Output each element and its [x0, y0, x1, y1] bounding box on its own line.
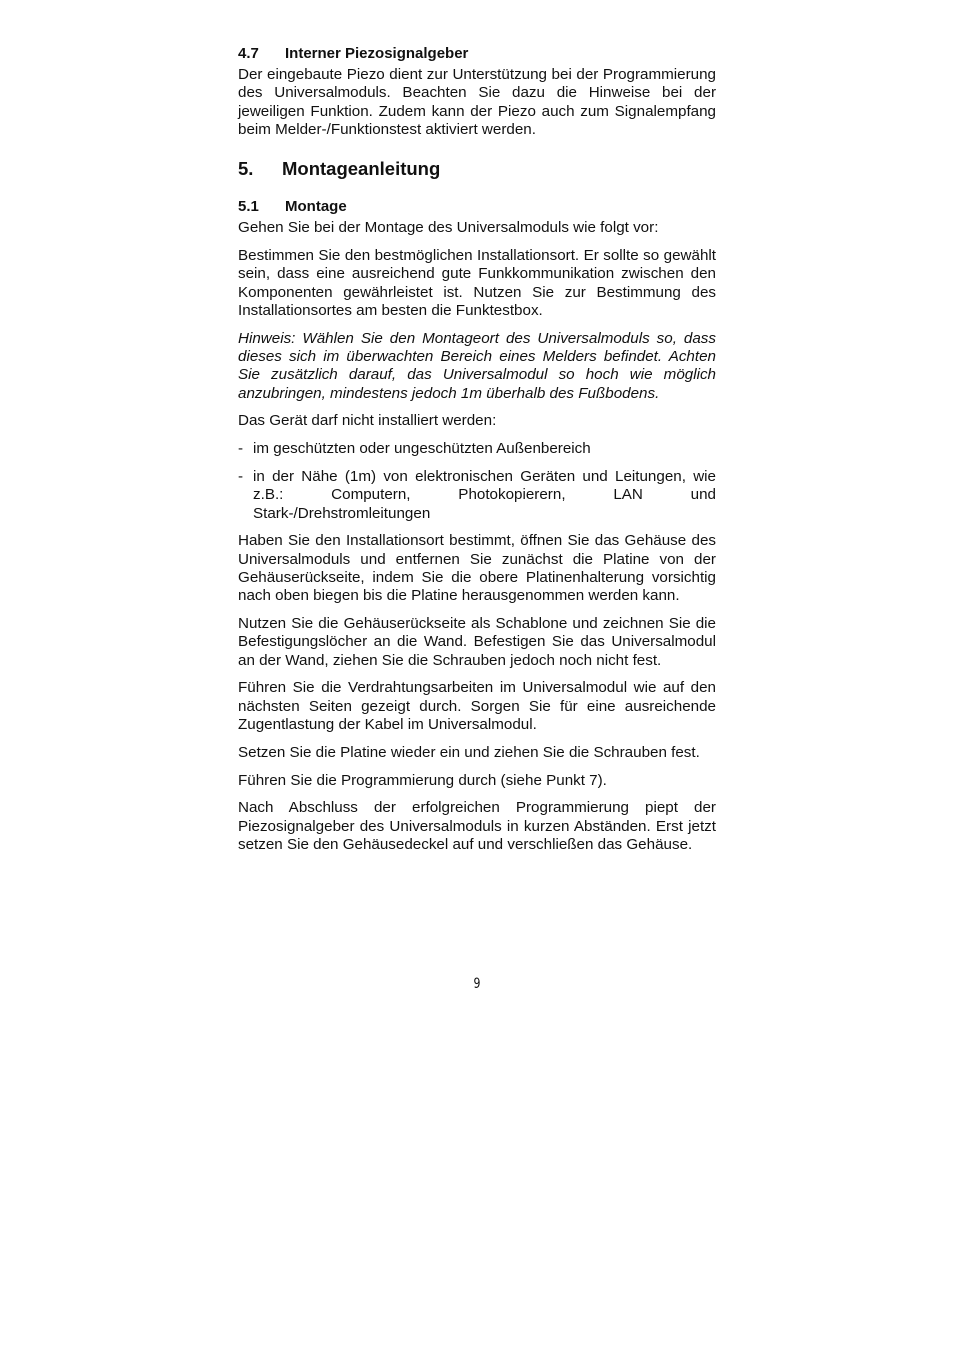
intro-paragraph: Gehen Sie bei der Montage des Universalmoduls wie folgt vor:	[238, 219, 659, 237]
list-item-text: im geschützten oder ungeschützten Außenbereich	[253, 440, 591, 458]
section-4-7-body: Der eingebaute Piezo dient zur Unterstützung bei der Programmierung des Universalmoduls. Beachten Sie dazu die Hinweise bei der jeweiligen Funktion. Zudem kann der Piezo auch zum Signalempfang beim Melder-/Funktionstest aktiviert werden.	[238, 66, 716, 138]
section-number: 5.	[238, 158, 254, 180]
programming-paragraph: Führen Sie die Programmierung durch (siehe Punkt 7).	[238, 771, 607, 789]
location-paragraph: Bestimmen Sie den bestmöglichen Installationsort. Er sollte so gewählt sein, dass eine ausreichend gute Funkkommunikation zwischen den Komponenten gewährleistet ist. Nutzen Sie zur Bestimmung des Installationsortes am besten die Funktestbox.	[238, 246, 716, 319]
section-5-heading	[238, 157, 716, 181]
section-number: 5.1	[238, 198, 259, 216]
section-title: Interner Piezosignalgeber	[285, 45, 469, 62]
section-5-1-heading	[238, 197, 716, 217]
close-housing-paragraph: Nach Abschluss der erfolgreichen Programmierung piept der Piezosignalgeber des Universalmoduls in kurzen Abständen. Erst jetzt setzen Sie den Gehäusedeckel auf und verschließen das Gehäuse.	[238, 799, 716, 853]
list-item-text: in der Nähe (1m) von elektronischen Geräten und Leitungen, wie z.B.: Computern, Photokopierern, LAN und Stark-/Drehstromleitungen	[253, 467, 716, 522]
section-4-7-heading	[238, 44, 716, 64]
template-paragraph: Nutzen Sie die Gehäuserückseite als Schablone und zeichnen Sie die Befestigungslöcher an die Wand. Befestigen Sie das Universalmodul an der Wand, ziehen Sie die Schrauben jedoch noch nicht fest.	[238, 615, 716, 669]
bullet-dash: -	[238, 467, 244, 485]
section-number: 4.7	[238, 45, 259, 62]
bullet-dash: -	[238, 440, 244, 458]
board-paragraph: Setzen Sie die Platine wieder ein und ziehen Sie die Schrauben fest.	[238, 743, 700, 761]
note-paragraph: Hinweis: Wählen Sie den Montageort des Universalmoduls so, dass dieses sich im überwachten Bereich eines Melders befindet. Achten Sie zusätzlich darauf, das Universalmodul so hoch wie möglich anzubringen, mindestens jedoch 1m überhalb des Fußbodens.	[238, 329, 716, 402]
document-page	[238, 44, 716, 854]
not-install-intro: Das Gerät darf nicht installiert werden:	[238, 412, 497, 430]
section-title: Montageanleitung	[282, 158, 441, 180]
open-housing-paragraph: Haben Sie den Installationsort bestimmt, öffnen Sie das Gehäuse des Universalmoduls und entfernen Sie zunächst die Platine von der Gehäuserückseite, indem Sie die obere Platinenhalterung vorsichtig nach oben biegen bis die Platine herausgenommen werden kann.	[238, 532, 716, 605]
page-number: 9	[473, 976, 481, 992]
wiring-paragraph: Führen Sie die Verdrahtungsarbeiten im Universalmodul wie auf den nächsten Seiten gezeigt durch. Sorgen Sie für eine ausreichende Zugentlastung der Kabel im Universalmodul.	[238, 679, 716, 734]
list-item	[238, 440, 716, 458]
section-title: Montage	[285, 198, 347, 216]
list-item	[238, 468, 716, 523]
